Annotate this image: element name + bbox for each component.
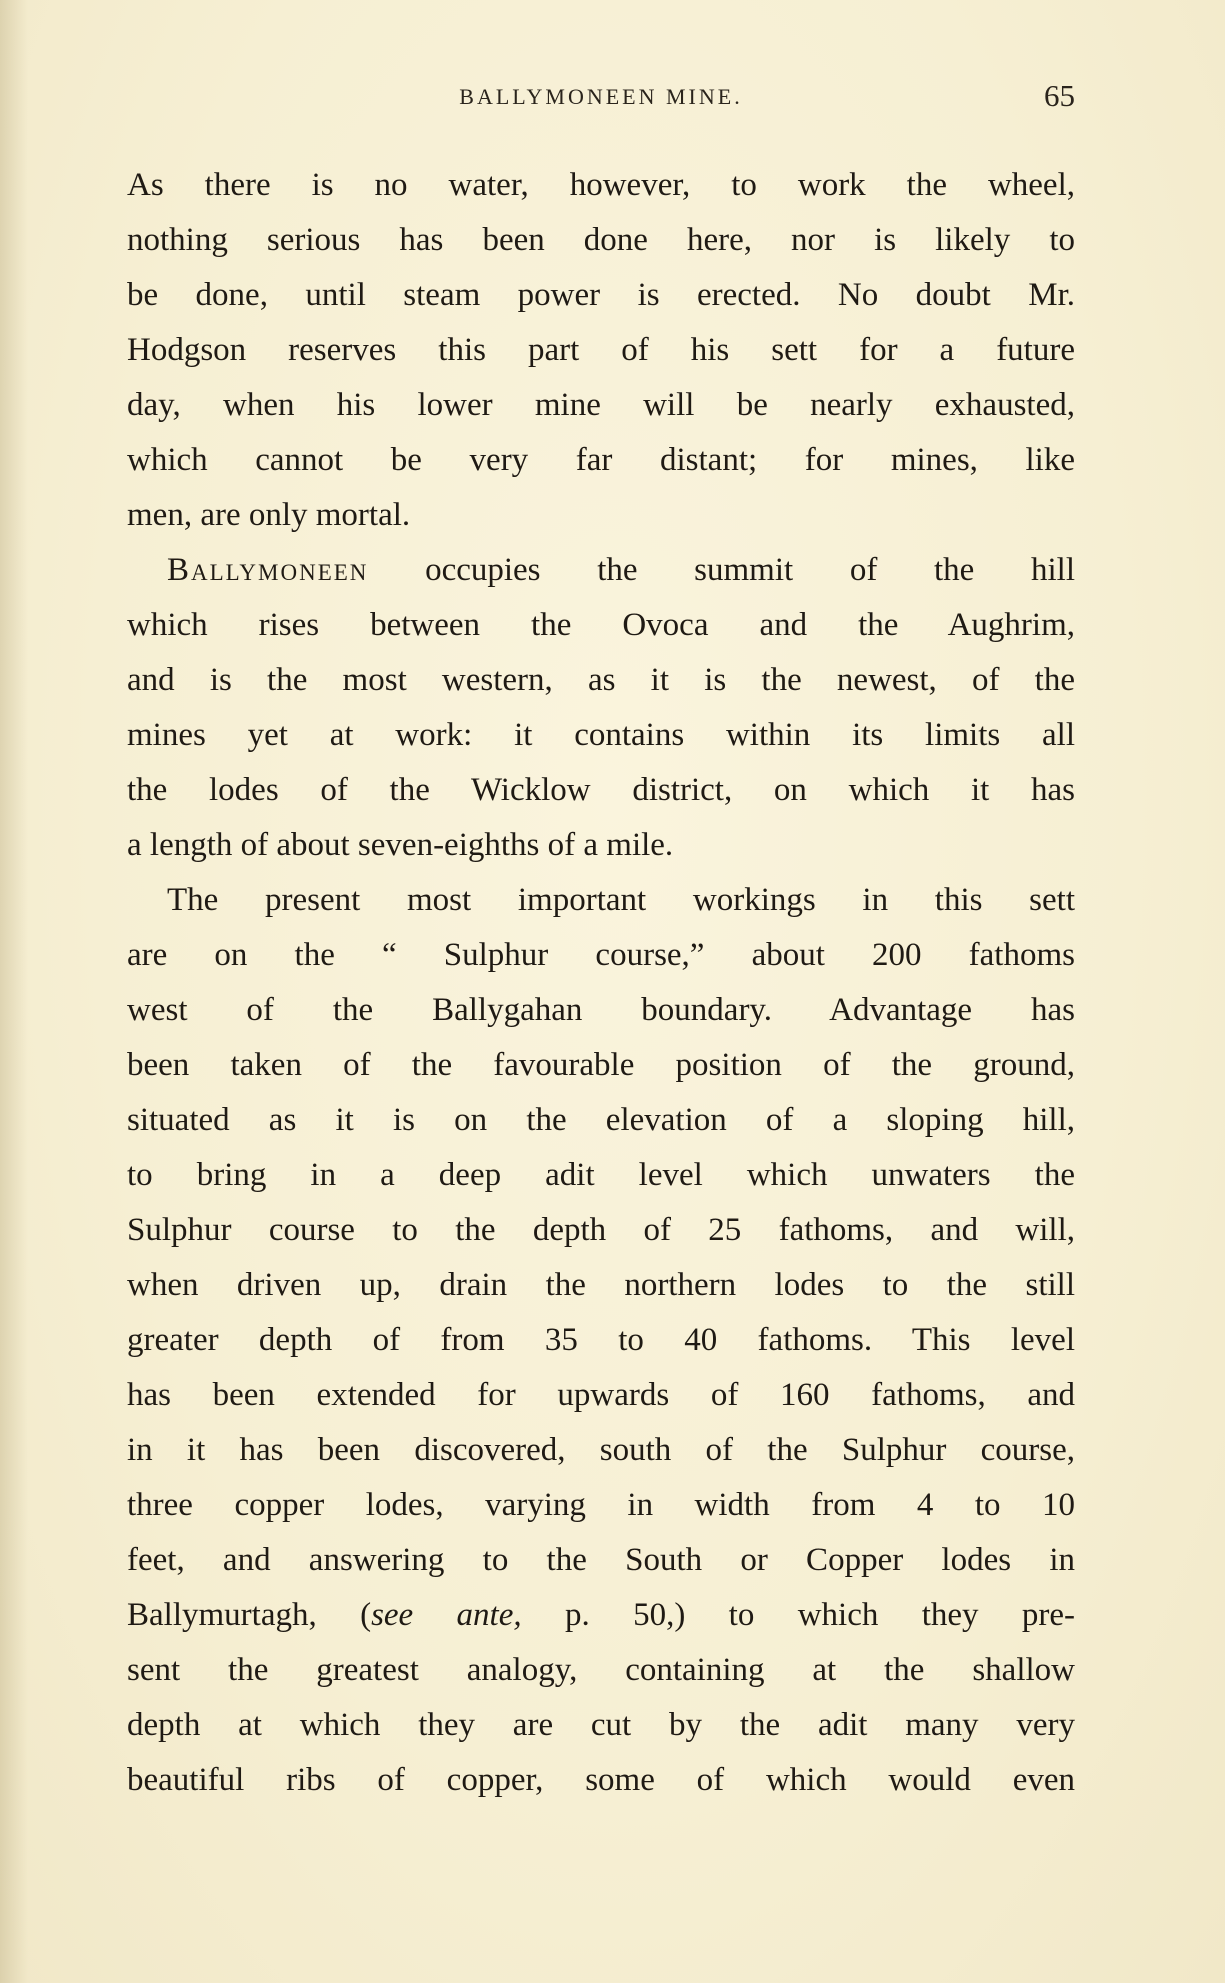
- italic-reference: see ante,: [371, 1597, 522, 1633]
- text-line: be done, until steam power is erected. No doubt Mr.: [127, 277, 1075, 313]
- text-line: As there is no water, however, to work the wheel,: [127, 167, 1075, 203]
- text-line: men, are only mortal.: [127, 497, 411, 533]
- paragraph-2: [127, 543, 1075, 873]
- text-line: [127, 1588, 1075, 1643]
- text-line: been taken of the favourable position of the ground,: [127, 1047, 1075, 1083]
- text-line: Hodgson reserves this part of his sett for a future: [127, 332, 1075, 368]
- running-head-title: BALLYMONEEN MINE.: [459, 84, 743, 109]
- text-run: occupies the summit of the hill: [368, 552, 1075, 588]
- running-head: [127, 78, 1075, 118]
- text-run: p. 50,) to which they pre-: [521, 1597, 1075, 1633]
- body-text: [127, 158, 1075, 1808]
- text-line: the lodes of the Wicklow district, on which it has: [127, 772, 1075, 808]
- text-line: to bring in a deep adit level which unwaters the: [127, 1157, 1075, 1193]
- text-line: [127, 543, 1075, 598]
- text-line: Sulphur course to the depth of 25 fathoms, and will,: [127, 1212, 1075, 1248]
- text-line: The present most important workings in this sett: [167, 882, 1075, 918]
- text-run: Ballymurtagh, (: [127, 1597, 372, 1633]
- paragraph-3: [127, 873, 1075, 1808]
- text-line: situated as it is on the elevation of a sloping hill,: [127, 1102, 1075, 1138]
- text-line: when driven up, drain the northern lodes to the still: [127, 1267, 1075, 1303]
- text-line: which cannot be very far distant; for mines, like: [127, 442, 1075, 478]
- text-line: feet, and answering to the South or Copper lodes in: [127, 1542, 1075, 1578]
- lead-small-caps: Ballymoneen: [167, 552, 369, 588]
- paragraph-1: [127, 158, 1075, 543]
- text-line: a length of about seven-eighths of a mile.: [127, 827, 674, 863]
- text-line: has been extended for upwards of 160 fathoms, and: [127, 1377, 1075, 1413]
- text-line: beautiful ribs of copper, some of which would even: [127, 1762, 1075, 1798]
- text-line: sent the greatest analogy, containing at the shallow: [127, 1652, 1075, 1688]
- page-number: 65: [1044, 78, 1075, 113]
- text-line: in it has been discovered, south of the Sulphur course,: [127, 1432, 1075, 1468]
- text-line: depth at which they are cut by the adit many very: [127, 1707, 1075, 1743]
- text-line: greater depth of from 35 to 40 fathoms. This level: [127, 1322, 1075, 1358]
- text-line: three copper lodes, varying in width from 4 to 10: [127, 1487, 1075, 1523]
- text-line: mines yet at work: it contains within its limits all: [127, 717, 1075, 753]
- text-line: and is the most western, as it is the newest, of the: [127, 662, 1075, 698]
- text-line: west of the Ballygahan boundary. Advantage has: [127, 992, 1075, 1028]
- text-line: day, when his lower mine will be nearly exhausted,: [127, 387, 1075, 423]
- text-line: which rises between the Ovoca and the Aughrim,: [127, 607, 1075, 643]
- text-line: nothing serious has been done here, nor is likely to: [127, 222, 1075, 258]
- text-line: are on the “ Sulphur course,” about 200 fathoms: [127, 937, 1075, 973]
- page-gutter-shadow: [0, 0, 28, 1983]
